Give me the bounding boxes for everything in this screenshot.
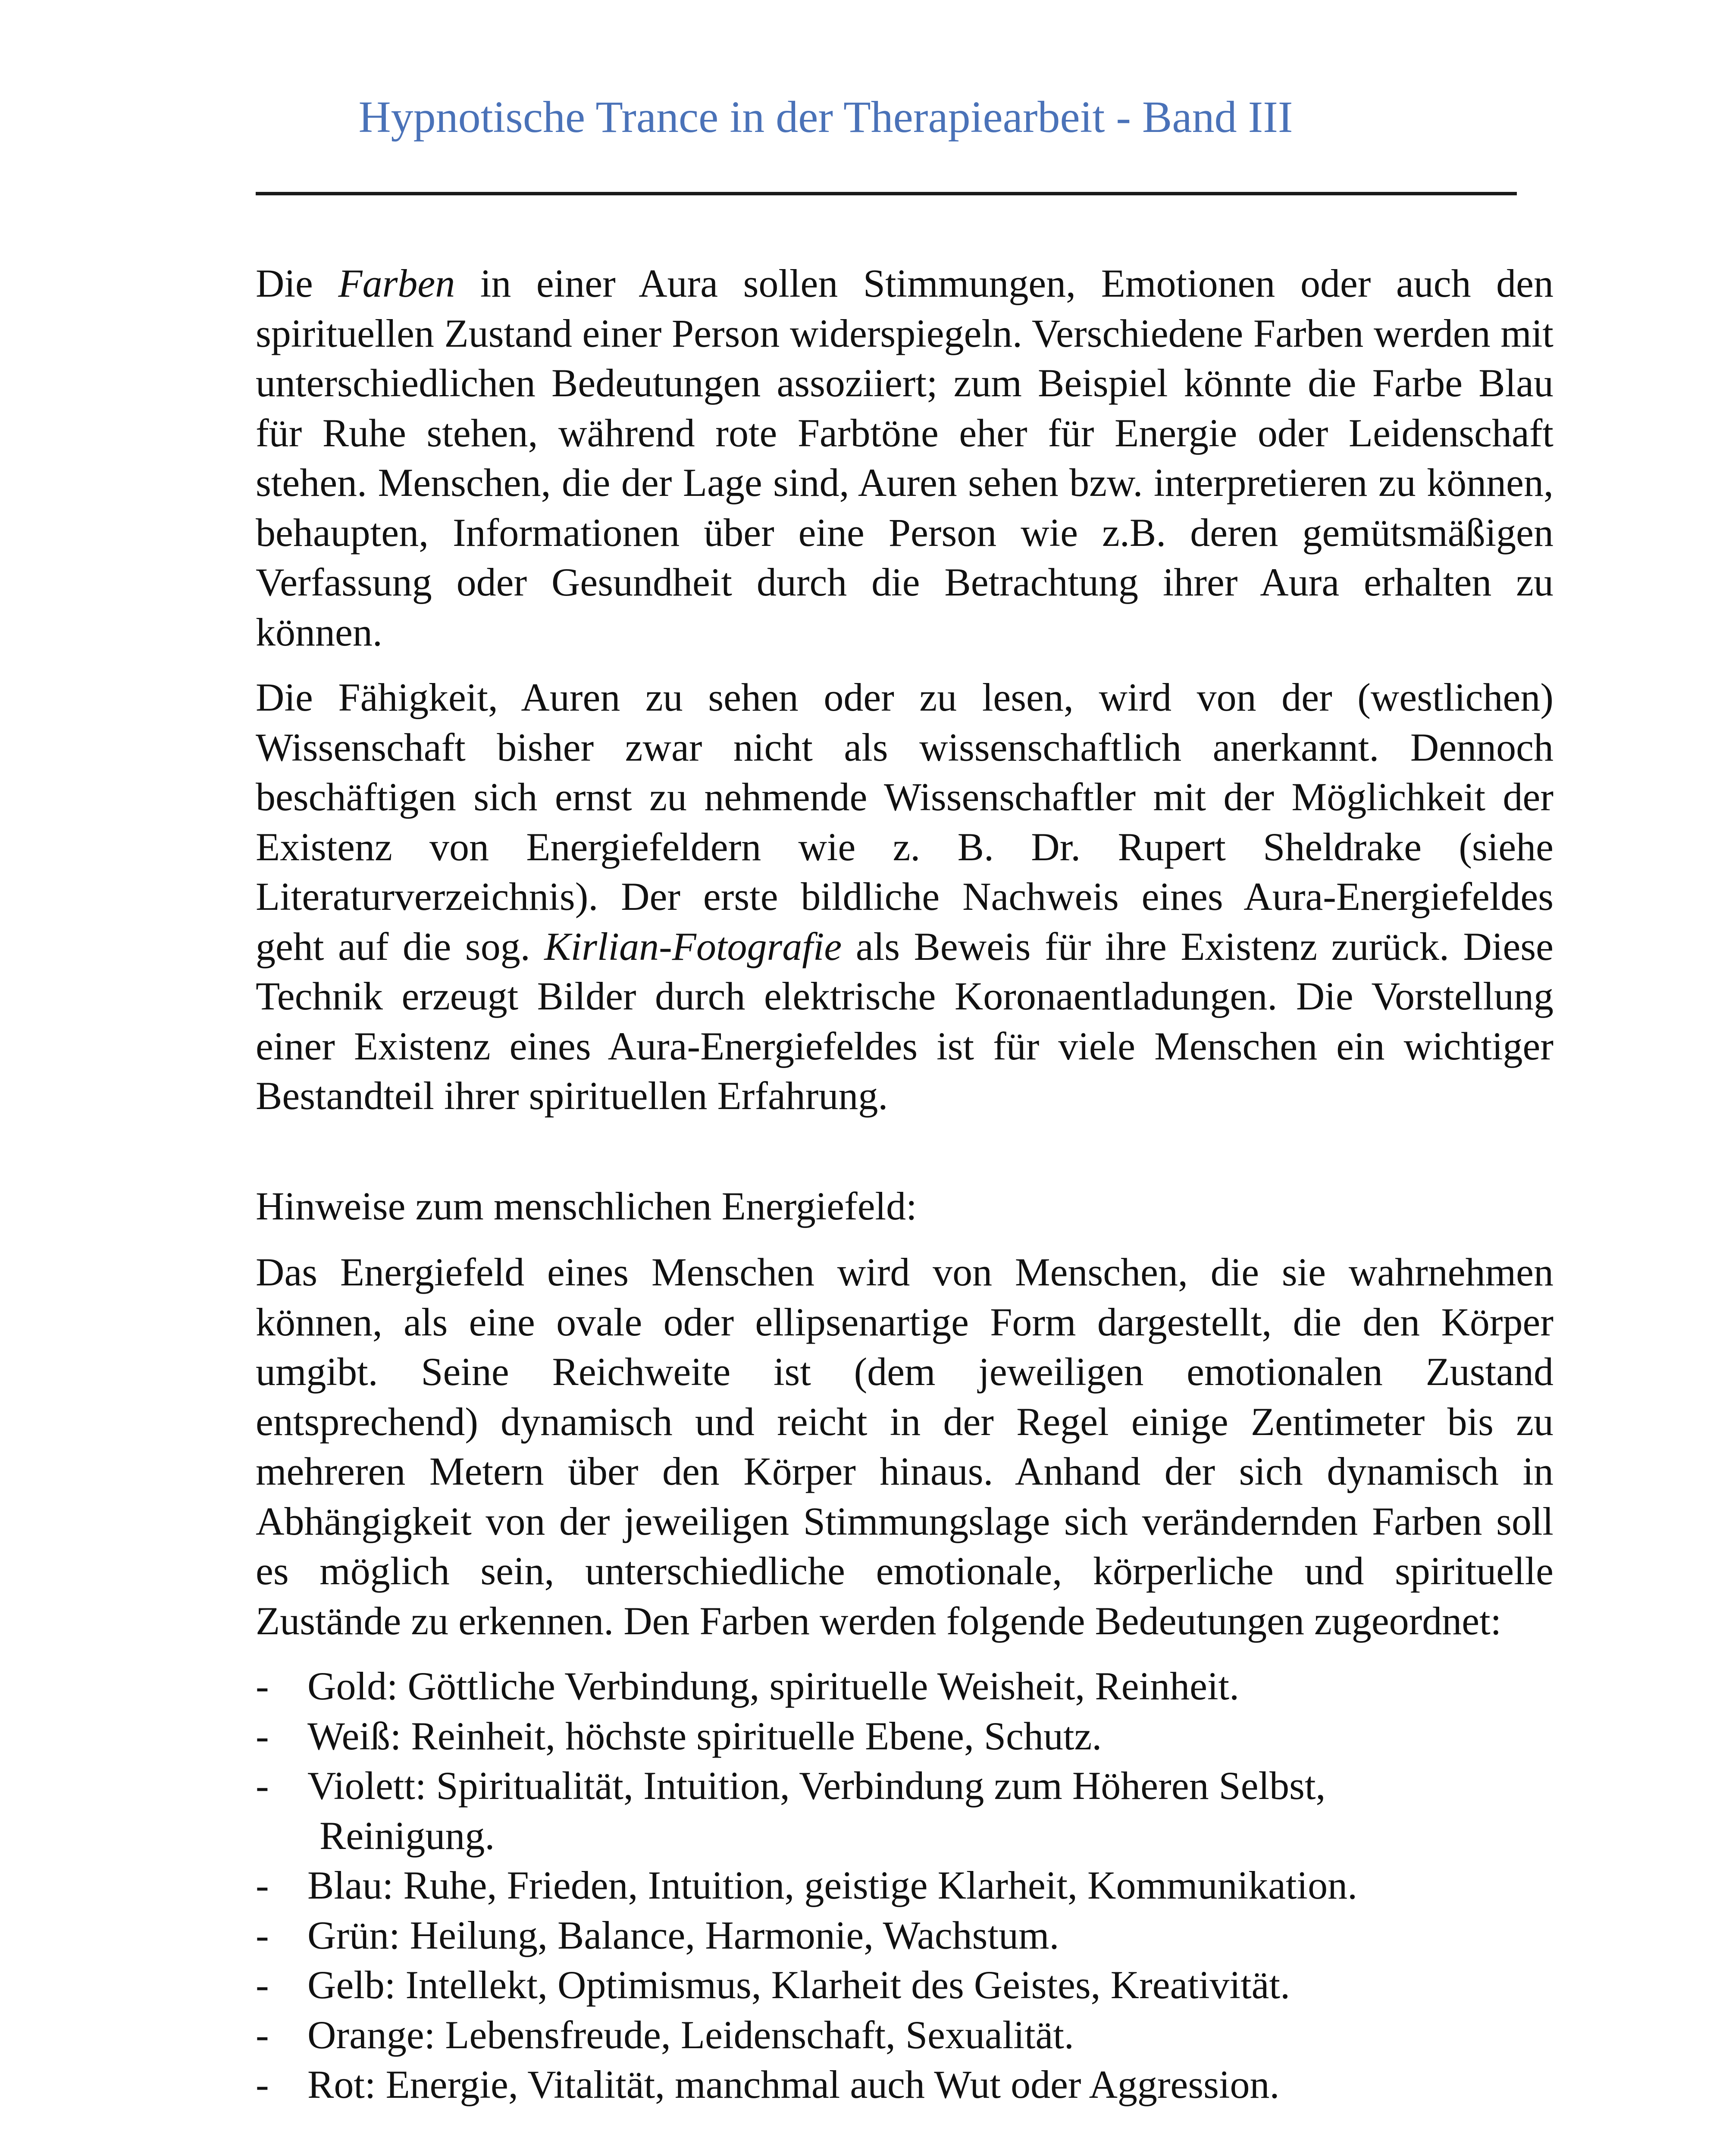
list-item-text: Gelb: Intellekt, Optimismus, Klarheit des Geistes, Kreativität. [307, 1963, 1290, 2007]
list-item-text: Orange: Lebensfreude, Leidenschaft, Sexualität. [307, 2012, 1074, 2057]
list-marker: - [256, 1764, 269, 1808]
emphasis-kirlian: Kirlian-Fotografie [544, 924, 842, 968]
list-item-gruen [256, 1911, 1553, 1961]
list-item-gold [256, 1661, 1553, 1711]
paragraph-farben [256, 259, 1553, 657]
list-item-rot [256, 2060, 1553, 2110]
list-item-text: Gold: Göttliche Verbindung, spirituelle Weisheit, Reinheit. [307, 1664, 1240, 1708]
running-header: Hypnotische Trance in der Therapiearbeit - Band III [358, 92, 1293, 142]
list-item-violett [256, 1761, 1553, 1861]
emphasis-farben: Farben [338, 261, 455, 305]
list-marker: - [256, 2012, 269, 2057]
page-body [256, 259, 1553, 2110]
paragraph-faehigkeit-rest: als Beweis für ihre Existenz zurück. Diese Technik erzeugt Bilder durch elektrische Koronaentladungen. Die Vorstellung einer Existenz eines Aura-Energiefeldes ist für viele Menschen ein wichtiger Bestandteil ihrer spirituellen Erfahrung. [256, 924, 1554, 1118]
paragraph-faehigkeit-lead: Die Fähigkeit, Auren zu sehen oder zu lesen, wird von der (westlichen) Wissenschaft bisher zwar nicht als wissenschaftlich anerkannt. Dennoch beschäftigen sich ernst zu nehmende Wissenschaftler mit der Möglichkeit der Existenz von Energiefeldern wie z. B. Dr. Rupert Sheldrake (siehe Literaturverzeichnis). Der erste bildliche Nachweis eines Aura-Energiefeldes geht auf die sog. [256, 675, 1553, 968]
list-marker: - [256, 1714, 269, 1758]
list-item-gelb [256, 1960, 1553, 2010]
list-item-orange [256, 2010, 1553, 2060]
list-item-weiss [256, 1711, 1553, 1761]
paragraph-farben-lead: Die [256, 261, 338, 305]
color-meaning-list [256, 1661, 1553, 2110]
list-item-text: Weiß: Reinheit, höchste spirituelle Ebene, Schutz. [307, 1714, 1102, 1758]
list-marker: - [256, 2062, 269, 2106]
list-item-text: Blau: Ruhe, Frieden, Intuition, geistige Klarheit, Kommunikation. [307, 1863, 1358, 1907]
list-item-text: Grün: Heilung, Balance, Harmonie, Wachstum. [307, 1913, 1059, 1957]
list-marker: - [256, 1963, 269, 2007]
list-item-text-continued: Reinigung. [319, 1813, 495, 1858]
header-divider [256, 192, 1517, 195]
list-item-blau [256, 1861, 1553, 1911]
paragraph-energiefeld: Das Energiefeld eines Menschen wird von Menschen, die sie wahrnehmen können, als eine ovale oder ellipsenartige Form dargestellt, die den Körper umgibt. Seine Reichweite ist (dem jeweiligen emotionalen Zustand entsprechend) dynamisch und reicht in der Regel einige Zentimeter bis zu mehreren Metern über den Körper hinaus. Anhand der sich dynamisch in Abhängigkeit von der jeweiligen Stimmungslage sich verändernden Farben soll es möglich sein, unterschiedliche emotionale, körperliche und spirituelle Zustände zu erkennen. Den Farben werden folgende Bedeutungen zugeordnet: [256, 1250, 1553, 1643]
list-item-text: Rot: Energie, Vitalität, manchmal auch Wut oder Aggression. [307, 2062, 1280, 2106]
section-heading: Hinweise zum menschlichen Energiefeld: [256, 1184, 917, 1228]
paragraph-farben-rest: in einer Aura sollen Stimmungen, Emotionen oder auch den spirituellen Zustand einer Person widerspiegeln. Verschiedene Farben werden mit unterschiedlichen Bedeutungen assoziiert; zum Beispiel könnte die Farbe Blau für Ruhe stehen, während rote Farbtöne eher für Energie oder Leidenschaft stehen. Menschen, die der Lage sind, Auren sehen bzw. interpretieren zu können, behaupten, Informationen über eine Person wie z.B. deren gemütsmäßigen Verfassung oder Gesundheit durch die Betrachtung ihrer Aura erhalten zu können. [256, 261, 1553, 654]
list-marker: - [256, 1913, 269, 1957]
list-item-text: Violett: Spiritualität, Intuition, Verbindung zum Höheren Selbst, [307, 1764, 1326, 1808]
paragraph-faehigkeit [256, 673, 1553, 1121]
list-marker: - [256, 1863, 269, 1907]
list-marker: - [256, 1664, 269, 1708]
